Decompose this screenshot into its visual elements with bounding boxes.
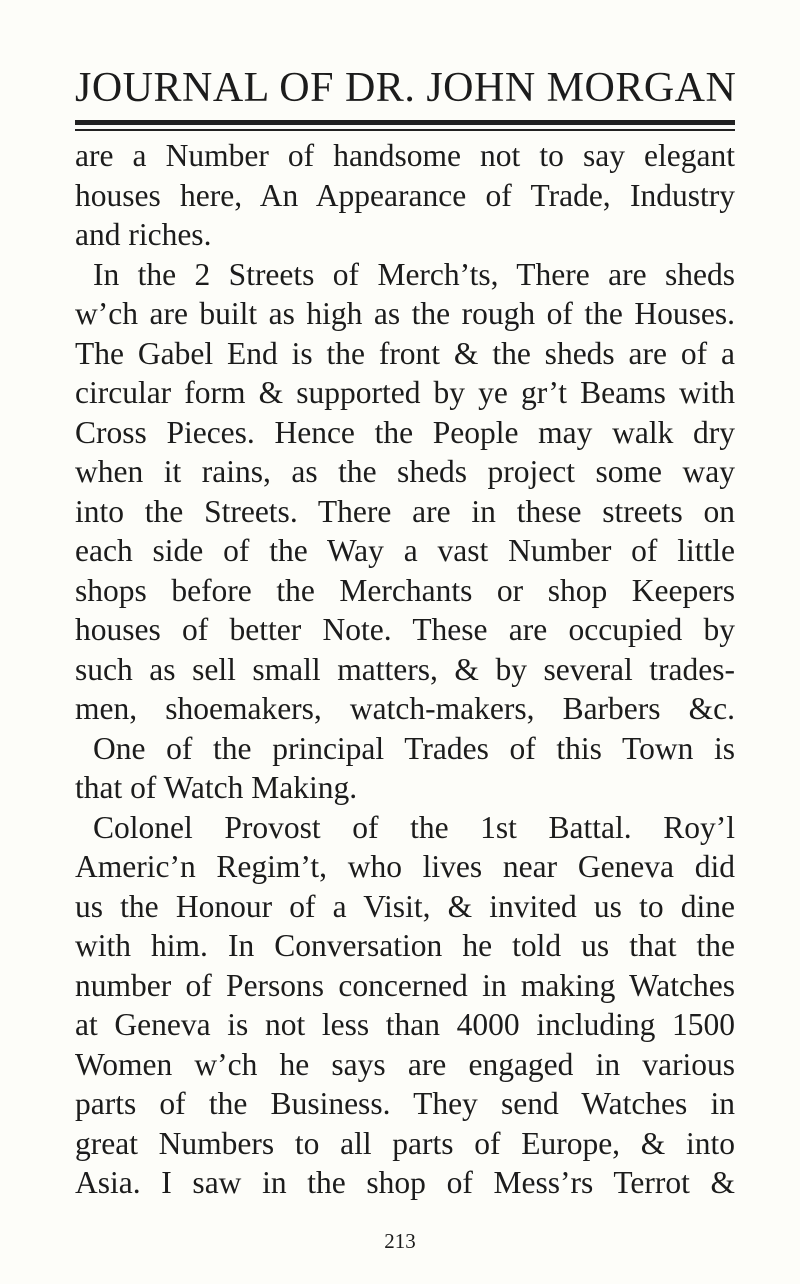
text-line: circular form & supported by ye gr’t Beams with — [75, 375, 735, 410]
text-line: houses of better Note. These are occupied by — [75, 612, 735, 647]
text-line: and riches. — [75, 217, 212, 252]
text-line: parts of the Business. They send Watches in — [75, 1086, 735, 1121]
text-line: such as sell small matters, & by several trades- — [75, 651, 735, 687]
text-line: into the Streets. There are in these streets on — [75, 493, 735, 529]
text-line: number of Persons concerned in making Watches — [75, 967, 735, 1003]
page-number: 213 — [384, 1229, 416, 1253]
page-content — [75, 60, 735, 1203]
header-rule-thick — [75, 120, 735, 125]
text-line: One of the principal Trades of this Town is — [93, 730, 735, 766]
text-line: that of Watch Making. — [75, 770, 358, 805]
text-line: when it rains, as the sheds project some way — [75, 454, 735, 489]
text-line: In the 2 Streets of Merch’ts, There are sheds — [93, 256, 735, 292]
text-line: with him. In Conversation he told us that the — [75, 928, 735, 963]
text-line: houses here, An Appearance of Trade, Industry — [75, 177, 735, 213]
text-line: Asia. I saw in the shop of Mess’rs Terrot & — [75, 1165, 735, 1200]
text-line: The Gabel End is the front & the sheds are of a — [75, 335, 735, 371]
text-line: Americ’n Regim’t, who lives near Geneva did — [75, 849, 735, 884]
text-line: each side of the Way a vast Number of little — [75, 533, 735, 568]
text-line: shops before the Merchants or shop Keepers — [75, 572, 735, 608]
header-rule-thin — [75, 129, 735, 131]
text-line: w’ch are built as high as the rough of the Houses. — [75, 296, 735, 331]
body-text — [75, 136, 735, 1203]
text-line: us the Honour of a Visit, & invited us to dine — [75, 888, 735, 924]
text-line: are a Number of handsome not to say elegant — [75, 138, 735, 173]
running-head: JOURNAL OF DR. JOHN MORGAN — [75, 65, 737, 111]
text-line: Women w’ch he says are engaged in various — [75, 1046, 735, 1082]
text-line: Cross Pieces. Hence the People may walk dry — [75, 414, 735, 450]
text-line: great Numbers to all parts of Europe, & into — [75, 1125, 735, 1161]
text-line: Colonel Provost of the 1st Battal. Roy’l — [93, 809, 735, 845]
text-line: men, shoemakers, watch-makers, Barbers &c. — [75, 691, 735, 726]
text-line: at Geneva is not less than 4000 including 1500 — [75, 1007, 735, 1042]
